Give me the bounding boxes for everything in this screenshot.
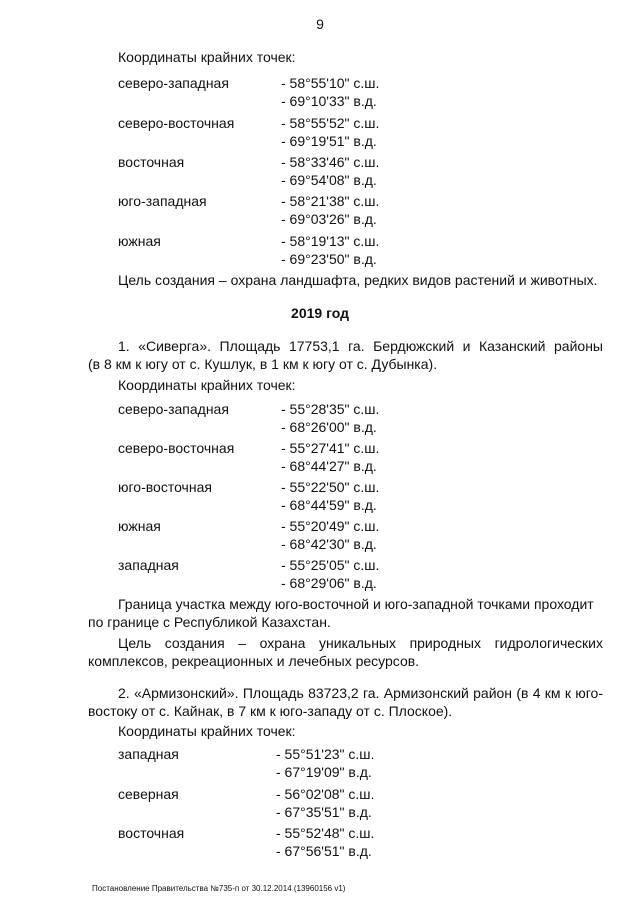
point-lat: - 58°55'10" с.ш.	[281, 75, 380, 91]
point-name: юго-западная	[118, 193, 207, 209]
point-lon: - 68°44'59" в.д.	[281, 497, 377, 513]
point-lon: - 67°19'09" в.д.	[276, 764, 372, 780]
point-name: юго-восточная	[118, 479, 212, 495]
coords-heading: Координаты крайних точек:	[118, 377, 296, 393]
point-name: северная	[118, 786, 179, 802]
point-name: южная	[118, 518, 161, 534]
point-lat: - 58°33'46" с.ш.	[281, 154, 380, 170]
point-name: западная	[118, 557, 179, 573]
point-lon: - 68°44'27" в.д.	[281, 458, 377, 474]
purpose-text: Цель создания – охрана ландшафта, редких видов растений и животных.	[118, 272, 598, 288]
point-lon: - 69°54'08" в.д.	[281, 172, 377, 188]
border-text: Граница участка между юго-восточной и юго-западной точками проходит	[118, 596, 594, 612]
point-name: северо-восточная	[118, 115, 235, 131]
year-heading: 2019 год	[291, 305, 349, 321]
point-lat: - 55°27'41" с.ш.	[281, 440, 380, 456]
point-name: западная	[118, 746, 179, 762]
point-lat: - 58°21'38" с.ш.	[281, 193, 380, 209]
point-lon: - 69°03'26" в.д.	[281, 211, 377, 227]
point-name: южная	[118, 233, 161, 249]
point-lat: - 55°52'48" с.ш.	[276, 825, 375, 841]
point-lat: - 55°51'23" с.ш.	[276, 746, 375, 762]
point-lon: - 69°10'33" в.д.	[281, 93, 377, 109]
point-name: северо-западная	[118, 401, 229, 417]
footer-text: Постановление Правительства №735-п от 30.12.2014 (13960156 v1)	[92, 884, 346, 893]
purpose-text: комплексов, рекреационных и лечебных ресурсов.	[88, 653, 420, 669]
point-lat: - 55°20'49" с.ш.	[281, 518, 380, 534]
point-name: восточная	[118, 154, 185, 170]
point-name: восточная	[118, 825, 185, 841]
point-name: северо-восточная	[118, 440, 235, 456]
point-lat: - 55°28'35" с.ш.	[281, 401, 380, 417]
point-name: северо-западная	[118, 75, 229, 91]
point-lat: - 58°55'52" с.ш.	[281, 115, 380, 131]
point-lat: - 55°25'05" с.ш.	[281, 557, 380, 573]
item-title-line: 1. «Сиверга». Площадь 17753,1 га. Бердюжский и Казанский районы	[118, 338, 603, 354]
point-lat: - 58°19'13" с.ш.	[281, 233, 380, 249]
point-lon: - 69°19'51" в.д.	[281, 133, 377, 149]
item-title-line: востоку от с. Кайнак, в 7 км к юго-западу от с. Плоское).	[88, 703, 453, 719]
point-lat: - 55°22'50" с.ш.	[281, 479, 380, 495]
point-lon: - 69°23'50" в.д.	[281, 251, 377, 267]
coords-heading: Координаты крайних точек:	[118, 723, 296, 739]
coords-heading: Координаты крайних точек:	[118, 49, 296, 65]
item-title-line: 2. «Армизонский». Площадь 83723,2 га. Армизонский район (в 4 км к юго-	[118, 685, 603, 701]
point-lon: - 68°26'00" в.д.	[281, 419, 377, 435]
point-lon: - 67°56'51" в.д.	[276, 843, 372, 859]
page-number: 9	[316, 16, 324, 32]
point-lon: - 68°29'06" в.д.	[281, 575, 377, 591]
point-lon: - 68°42'30" в.д.	[281, 536, 377, 552]
border-text: по границе с Республикой Казахстан.	[88, 614, 331, 630]
item-title-line: (в 8 км к югу от с. Кушлук, в 1 км к югу от с. Дубынка).	[88, 356, 438, 372]
point-lat: - 56°02'08" с.ш.	[276, 786, 375, 802]
point-lon: - 67°35'51" в.д.	[276, 804, 372, 820]
purpose-text: Цель создания – охрана уникальных природных гидрологических	[118, 635, 603, 651]
